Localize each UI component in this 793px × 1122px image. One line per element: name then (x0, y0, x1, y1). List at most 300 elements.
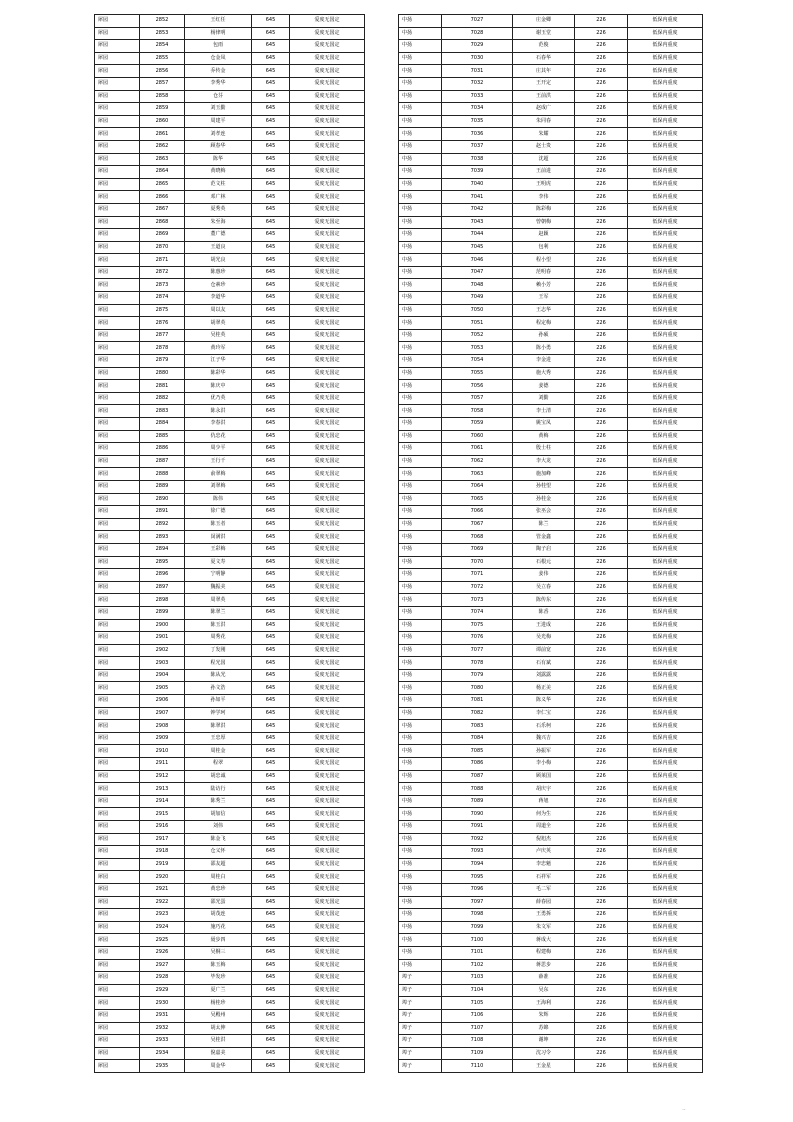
amount-cell: 226 (575, 153, 628, 166)
area-cell: 中扬 (399, 279, 442, 292)
amount-cell: 645 (252, 972, 290, 985)
table-row (95, 52, 365, 65)
serial-cell: 7058 (442, 405, 513, 418)
name-cell: 魏兴吉 (513, 732, 575, 745)
name-cell: 李春洪 (185, 418, 252, 431)
amount-cell: 645 (252, 52, 290, 65)
name-cell: 吴桐三 (185, 946, 252, 959)
table-row (399, 191, 703, 204)
table-row (95, 921, 365, 934)
name-cell: 朱辉 (513, 1009, 575, 1022)
serial-cell: 7104 (442, 984, 513, 997)
category-cell: 低保内重度 (628, 531, 703, 544)
category-cell: 低保内重度 (628, 367, 703, 380)
table-row (399, 883, 703, 896)
category-cell: 爱度无国定 (290, 77, 365, 90)
table-row (95, 90, 365, 103)
name-cell: 王红任 (185, 15, 252, 28)
serial-cell: 2890 (140, 493, 185, 506)
table-row (399, 720, 703, 733)
name-cell: 陈华 (185, 153, 252, 166)
table-row (95, 266, 365, 279)
category-cell: 爱度无国定 (290, 720, 365, 733)
category-cell: 爱度无国定 (290, 506, 365, 519)
serial-cell: 2911 (140, 758, 185, 771)
left-table-body (95, 15, 365, 1073)
table-row (399, 644, 703, 657)
name-cell: 刘玉勤 (185, 103, 252, 116)
name-cell: 王开定 (513, 77, 575, 90)
amount-cell: 226 (575, 493, 628, 506)
table-row (399, 531, 703, 544)
serial-cell: 2908 (140, 720, 185, 733)
name-cell: 陈香 (513, 606, 575, 619)
serial-cell: 2888 (140, 468, 185, 481)
category-cell: 爱度无国定 (290, 266, 365, 279)
amount-cell: 226 (575, 1035, 628, 1048)
amount-cell: 226 (575, 90, 628, 103)
category-cell: 爱度无国定 (290, 493, 365, 506)
amount-cell: 226 (575, 946, 628, 959)
name-cell: 施巧花 (185, 921, 252, 934)
name-cell: 陶子启 (513, 543, 575, 556)
name-cell: 仓芬 (185, 90, 252, 103)
amount-cell: 226 (575, 720, 628, 733)
area-cell: 犀园 (95, 27, 140, 40)
area-cell: 犀园 (95, 581, 140, 594)
category-cell: 低保内重度 (628, 405, 703, 418)
area-cell: 犀园 (95, 140, 140, 153)
name-cell: 王海利 (513, 997, 575, 1010)
category-cell: 爱度无国定 (290, 229, 365, 242)
category-cell: 低保内重度 (628, 732, 703, 745)
amount-cell: 645 (252, 1022, 290, 1035)
serial-cell: 7078 (442, 657, 513, 670)
area-cell: 中扬 (399, 606, 442, 619)
amount-cell: 645 (252, 632, 290, 645)
amount-cell: 645 (252, 783, 290, 796)
table-row (399, 657, 703, 670)
name-cell: 陆访行 (185, 783, 252, 796)
area-cell: 犀园 (95, 946, 140, 959)
table-row (399, 569, 703, 582)
table-row (95, 418, 365, 431)
category-cell: 低保内重度 (628, 581, 703, 594)
table-row (399, 329, 703, 342)
amount-cell: 645 (252, 934, 290, 947)
area-cell: 中扬 (399, 203, 442, 216)
serial-cell: 7054 (442, 355, 513, 368)
table-row (95, 329, 365, 342)
table-row (399, 518, 703, 531)
category-cell: 低保内重度 (628, 644, 703, 657)
category-cell: 低保内重度 (628, 770, 703, 783)
table-row (95, 128, 365, 141)
serial-cell: 2921 (140, 883, 185, 896)
table-row (95, 783, 365, 796)
serial-cell: 7062 (442, 455, 513, 468)
area-cell: 犀园 (95, 657, 140, 670)
category-cell: 低保内重度 (628, 556, 703, 569)
category-cell: 低保内重度 (628, 959, 703, 972)
amount-cell: 645 (252, 821, 290, 834)
amount-cell: 645 (252, 468, 290, 481)
name-cell: 程建梅 (513, 946, 575, 959)
category-cell: 低保内重度 (628, 896, 703, 909)
category-cell: 低保内重度 (628, 430, 703, 443)
table-row (399, 166, 703, 179)
category-cell: 低保内重度 (628, 15, 703, 28)
amount-cell: 226 (575, 619, 628, 632)
category-cell: 爱度无国定 (290, 480, 365, 493)
area-cell: 埠子 (399, 1035, 442, 1048)
amount-cell: 226 (575, 934, 628, 947)
table-row (95, 581, 365, 594)
area-cell: 中扬 (399, 468, 442, 481)
table-row (95, 203, 365, 216)
category-cell: 爱度无国定 (290, 279, 365, 292)
name-cell: 周秀花 (185, 632, 252, 645)
name-cell: 毕发珍 (185, 972, 252, 985)
area-cell: 犀园 (95, 77, 140, 90)
category-cell: 爱度无国定 (290, 543, 365, 556)
table-row (95, 153, 365, 166)
category-cell: 低保内重度 (628, 795, 703, 808)
area-cell: 中扬 (399, 229, 442, 242)
serial-cell: 7088 (442, 783, 513, 796)
serial-cell: 7073 (442, 594, 513, 607)
category-cell: 低保内重度 (628, 493, 703, 506)
area-cell: 中扬 (399, 52, 442, 65)
table-row (399, 972, 703, 985)
name-cell: 王忠厚 (185, 732, 252, 745)
area-cell: 犀园 (95, 745, 140, 758)
table-row (399, 808, 703, 821)
table-row (399, 632, 703, 645)
category-cell: 低保内重度 (628, 304, 703, 317)
name-cell: 顾春华 (185, 140, 252, 153)
category-cell: 爱度无国定 (290, 1022, 365, 1035)
amount-cell: 645 (252, 896, 290, 909)
amount-cell: 226 (575, 795, 628, 808)
category-cell: 低保内重度 (628, 254, 703, 267)
serial-cell: 2904 (140, 669, 185, 682)
category-cell: 低保内重度 (628, 329, 703, 342)
category-cell: 爱度无国定 (290, 153, 365, 166)
area-cell: 犀园 (95, 178, 140, 191)
category-cell: 低保内重度 (628, 455, 703, 468)
name-cell: 周翠英 (185, 594, 252, 607)
serial-cell: 7050 (442, 304, 513, 317)
name-cell: 刘翠梅 (185, 480, 252, 493)
area-cell: 犀园 (95, 367, 140, 380)
name-cell: 吴东 (513, 984, 575, 997)
area-cell: 犀园 (95, 569, 140, 582)
table-row (95, 443, 365, 456)
amount-cell: 645 (252, 380, 290, 393)
category-cell: 爱度无国定 (290, 707, 365, 720)
area-cell: 中扬 (399, 531, 442, 544)
serial-cell: 7087 (442, 770, 513, 783)
table-row (399, 128, 703, 141)
serial-cell: 2882 (140, 392, 185, 405)
table-row (399, 1022, 703, 1035)
amount-cell: 226 (575, 543, 628, 556)
area-cell: 中扬 (399, 355, 442, 368)
area-cell: 中扬 (399, 934, 442, 947)
serial-cell: 2929 (140, 984, 185, 997)
area-cell: 犀园 (95, 846, 140, 859)
category-cell: 爱度无国定 (290, 808, 365, 821)
area-cell: 中扬 (399, 720, 442, 733)
category-cell: 爱度无国定 (290, 921, 365, 934)
amount-cell: 226 (575, 1060, 628, 1073)
area-cell: 犀园 (95, 90, 140, 103)
amount-cell: 645 (252, 1035, 290, 1048)
table-row (95, 518, 365, 531)
table-row (95, 430, 365, 443)
category-cell: 爱度无国定 (290, 128, 365, 141)
area-cell: 犀园 (95, 682, 140, 695)
serial-cell: 2870 (140, 241, 185, 254)
serial-cell: 2935 (140, 1060, 185, 1073)
serial-cell: 2857 (140, 77, 185, 90)
serial-cell: 2893 (140, 531, 185, 544)
amount-cell: 645 (252, 745, 290, 758)
area-cell: 犀园 (95, 203, 140, 216)
name-cell: 邵光蛋 (185, 896, 252, 909)
name-cell: 顾莱国 (513, 770, 575, 783)
table-row (95, 682, 365, 695)
area-cell: 中扬 (399, 418, 442, 431)
table-row (95, 632, 365, 645)
category-cell: 爱度无国定 (290, 846, 365, 859)
table-row (399, 27, 703, 40)
table-row (399, 833, 703, 846)
name-cell: 杨律明 (185, 27, 252, 40)
name-cell: 孙振军 (513, 745, 575, 758)
serial-cell: 7105 (442, 997, 513, 1010)
name-cell: 聂步四 (185, 934, 252, 947)
area-cell: 犀园 (95, 1009, 140, 1022)
table-row (95, 896, 365, 909)
amount-cell: 645 (252, 15, 290, 28)
area-cell: 犀园 (95, 15, 140, 28)
name-cell: 陈永洪 (185, 405, 252, 418)
table-row (95, 279, 365, 292)
name-cell: 胡加信 (185, 808, 252, 821)
amount-cell: 645 (252, 1047, 290, 1060)
area-cell: 犀园 (95, 518, 140, 531)
serial-cell: 7051 (442, 317, 513, 330)
name-cell: 陈彩华 (185, 367, 252, 380)
serial-cell: 2869 (140, 229, 185, 242)
serial-cell: 7086 (442, 758, 513, 771)
category-cell: 低保内重度 (628, 569, 703, 582)
name-cell: 陈兰 (513, 518, 575, 531)
category-cell: 爱度无国定 (290, 783, 365, 796)
area-cell: 犀园 (95, 317, 140, 330)
category-cell: 爱度无国定 (290, 984, 365, 997)
name-cell: 徐广德 (185, 506, 252, 519)
serial-cell: 7093 (442, 846, 513, 859)
table-row (95, 40, 365, 53)
amount-cell: 226 (575, 997, 628, 1010)
amount-cell: 645 (252, 405, 290, 418)
serial-cell: 2881 (140, 380, 185, 393)
serial-cell: 2853 (140, 27, 185, 40)
amount-cell: 226 (575, 103, 628, 116)
serial-cell: 2924 (140, 921, 185, 934)
serial-cell: 2930 (140, 997, 185, 1010)
category-cell: 低保内重度 (628, 178, 703, 191)
category-cell: 低保内重度 (628, 392, 703, 405)
area-cell: 中扬 (399, 644, 442, 657)
area-cell: 犀园 (95, 304, 140, 317)
serial-cell: 2872 (140, 266, 185, 279)
name-cell: 夏秀英 (185, 203, 252, 216)
name-cell: 朱耀 (513, 128, 575, 141)
serial-cell: 2852 (140, 15, 185, 28)
amount-cell: 645 (252, 707, 290, 720)
area-cell: 中扬 (399, 632, 442, 645)
serial-cell: 7065 (442, 493, 513, 506)
serial-cell: 2861 (140, 128, 185, 141)
area-cell: 犀园 (95, 380, 140, 393)
serial-cell: 7036 (442, 128, 513, 141)
amount-cell: 226 (575, 77, 628, 90)
name-cell: 姜德 (513, 380, 575, 393)
amount-cell: 226 (575, 40, 628, 53)
serial-cell: 2903 (140, 657, 185, 670)
area-cell: 中扬 (399, 367, 442, 380)
name-cell: 陈小勇 (513, 342, 575, 355)
area-cell: 中扬 (399, 40, 442, 53)
area-cell: 犀园 (95, 166, 140, 179)
serial-cell: 2920 (140, 871, 185, 884)
area-cell: 中扬 (399, 90, 442, 103)
category-cell: 低保内重度 (628, 808, 703, 821)
serial-cell: 7029 (442, 40, 513, 53)
name-cell: 蒋思步 (513, 959, 575, 972)
name-cell: 钟学珂 (185, 707, 252, 720)
name-cell: 陈金飞 (185, 833, 252, 846)
amount-cell: 645 (252, 203, 290, 216)
category-cell: 爱度无国定 (290, 997, 365, 1010)
category-cell: 爱度无国定 (290, 380, 365, 393)
serial-cell: 7044 (442, 229, 513, 242)
name-cell: 毛二军 (513, 883, 575, 896)
area-cell: 中扬 (399, 619, 442, 632)
serial-cell: 2919 (140, 858, 185, 871)
name-cell: 沈超 (513, 153, 575, 166)
category-cell: 低保内重度 (628, 128, 703, 141)
name-cell: 黄忠珍 (185, 883, 252, 896)
category-cell: 低保内重度 (628, 279, 703, 292)
area-cell: 中扬 (399, 833, 442, 846)
name-cell: 吴桂英 (185, 329, 252, 342)
amount-cell: 645 (252, 292, 290, 305)
area-cell: 中扬 (399, 569, 442, 582)
name-cell: 刘勤 (513, 392, 575, 405)
serial-cell: 7095 (442, 871, 513, 884)
area-cell: 犀园 (95, 506, 140, 519)
category-cell: 爱度无国定 (290, 758, 365, 771)
amount-cell: 645 (252, 77, 290, 90)
serial-cell: 2922 (140, 896, 185, 909)
table-row (399, 871, 703, 884)
serial-cell: 2862 (140, 140, 185, 153)
table-row (95, 367, 365, 380)
table-row (399, 77, 703, 90)
name-cell: 倪嘉美 (185, 1047, 252, 1060)
amount-cell: 226 (575, 506, 628, 519)
serial-cell: 7046 (442, 254, 513, 267)
table-row (95, 506, 365, 519)
table-row (399, 896, 703, 909)
area-cell: 犀园 (95, 669, 140, 682)
serial-cell: 2906 (140, 695, 185, 708)
table-row (95, 619, 365, 632)
serial-cell: 2913 (140, 783, 185, 796)
serial-cell: 7055 (442, 367, 513, 380)
serial-cell: 2899 (140, 606, 185, 619)
category-cell: 爱度无国定 (290, 241, 365, 254)
area-cell: 中扬 (399, 292, 442, 305)
amount-cell: 226 (575, 468, 628, 481)
amount-cell: 226 (575, 15, 628, 28)
category-cell: 低保内重度 (628, 40, 703, 53)
name-cell: 周金华 (185, 1060, 252, 1073)
serial-cell: 2901 (140, 632, 185, 645)
category-cell: 低保内重度 (628, 594, 703, 607)
serial-cell: 7056 (442, 380, 513, 393)
category-cell: 低保内重度 (628, 266, 703, 279)
serial-cell: 7085 (442, 745, 513, 758)
area-cell: 中扬 (399, 594, 442, 607)
name-cell: 胡庆宇 (513, 783, 575, 796)
name-cell: 李秀华 (185, 77, 252, 90)
serial-cell: 7052 (442, 329, 513, 342)
amount-cell: 645 (252, 392, 290, 405)
name-cell: 范明春 (513, 266, 575, 279)
area-cell: 犀园 (95, 254, 140, 267)
table-row (95, 480, 365, 493)
name-cell: 宁明静 (185, 569, 252, 582)
name-cell: 程定梅 (513, 317, 575, 330)
serial-cell: 7068 (442, 531, 513, 544)
area-cell: 犀园 (95, 556, 140, 569)
category-cell: 低保内重度 (628, 191, 703, 204)
category-cell: 爱度无国定 (290, 430, 365, 443)
amount-cell: 226 (575, 770, 628, 783)
category-cell: 低保内重度 (628, 997, 703, 1010)
area-cell: 中扬 (399, 15, 442, 28)
amount-cell: 645 (252, 342, 290, 355)
amount-cell: 645 (252, 418, 290, 431)
table-row (399, 468, 703, 481)
serial-cell: 7097 (442, 896, 513, 909)
serial-cell: 7032 (442, 77, 513, 90)
name-cell: 刘伟 (185, 821, 252, 834)
category-cell: 低保内重度 (628, 846, 703, 859)
name-cell: 何为生 (513, 808, 575, 821)
table-row (399, 304, 703, 317)
amount-cell: 645 (252, 241, 290, 254)
serial-cell: 7027 (442, 15, 513, 28)
area-cell: 中扬 (399, 27, 442, 40)
table-row (399, 858, 703, 871)
